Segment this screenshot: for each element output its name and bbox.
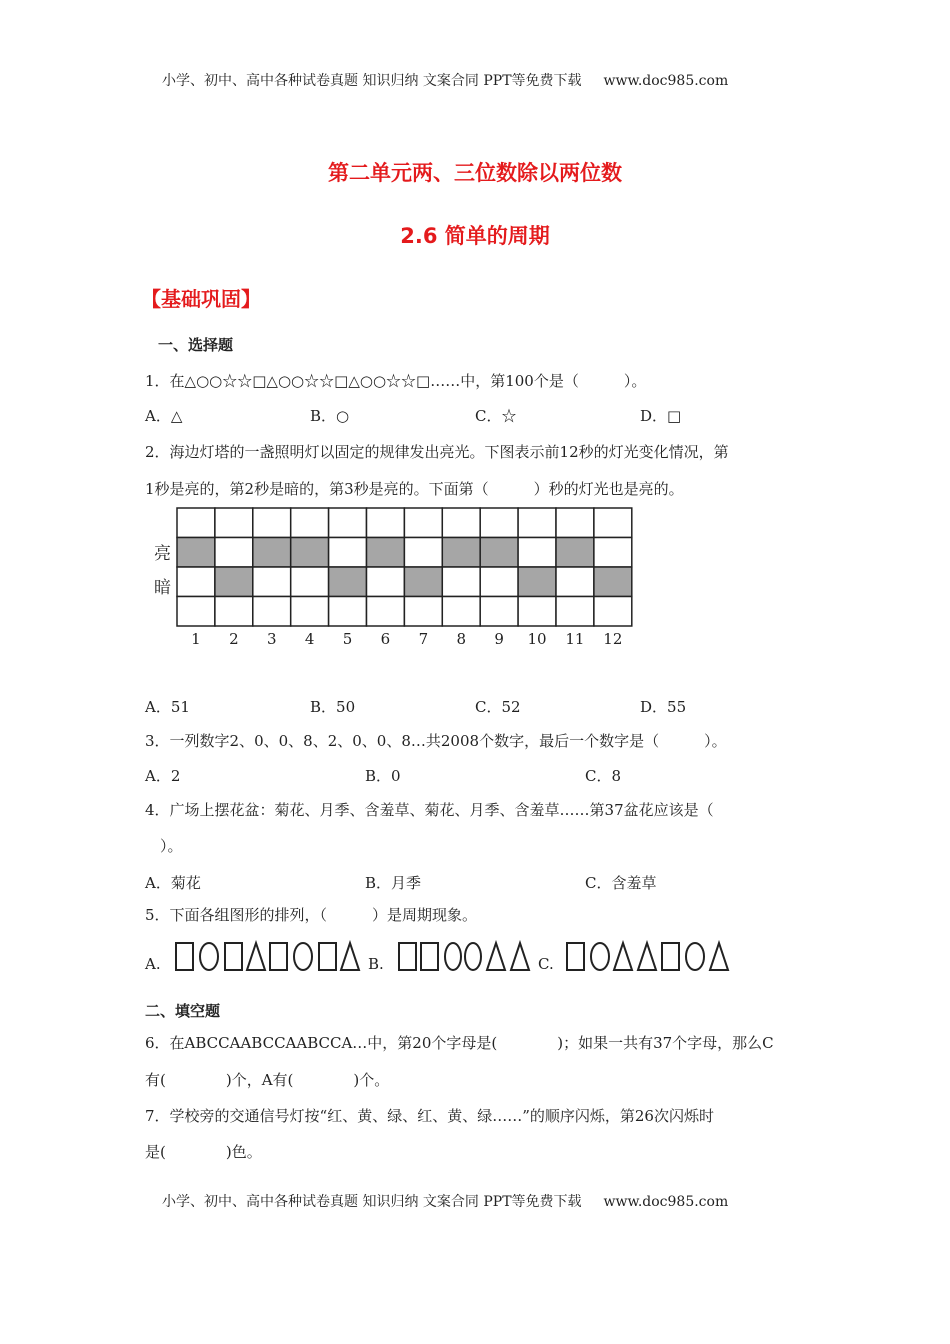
q1-option-b: B．○	[310, 407, 350, 425]
question-1: 1．在△○○☆☆□△○○☆☆□△○○☆☆□……中，第100个是（ ）。	[145, 372, 647, 390]
grid-cell-empty	[518, 538, 556, 568]
grid-cell-bright-1	[177, 538, 215, 568]
question-5: 5．下面各组图形的排列，（ ）是周期现象。	[145, 906, 478, 924]
lesson-title: 2.6 简单的周期	[400, 224, 550, 248]
grid-cell-dark-5	[329, 567, 367, 597]
x-tick-label: 4	[304, 630, 315, 648]
q2-option-d: D．55	[640, 698, 687, 716]
question-2-line1: 2．海边灯塔的一盏照明灯以固定的规律发出亮光。下图表示前12秒的灯光变化情况，第	[145, 443, 729, 461]
question-7-line1: 7．学校旁的交通信号灯按“红、黄、绿、红、黄、绿……”的顺序闪烁，第26次闪烁时	[145, 1107, 714, 1125]
triangle-icon	[341, 943, 359, 970]
grid-cell-empty	[518, 597, 556, 627]
section-heading: 【基础巩固】	[141, 287, 261, 311]
grid-cell-empty	[480, 508, 518, 538]
x-tick-label: 7	[418, 630, 429, 648]
page-header	[162, 70, 728, 90]
grid-cell-empty	[177, 597, 215, 627]
q1-option-d: D．□	[640, 407, 682, 425]
triangle-icon	[614, 943, 632, 970]
square-icon	[176, 943, 193, 970]
q3-option-c: C．8	[585, 767, 622, 785]
q2-option-c: C．52	[475, 698, 521, 716]
q5-option-c-label: C.	[538, 955, 554, 973]
q5-option-c-shapes	[564, 938, 736, 976]
square-icon	[319, 943, 336, 970]
grid-cell-empty	[253, 508, 291, 538]
footer-site: www.doc985.com	[603, 1194, 729, 1210]
header-site: www.doc985.com	[603, 73, 729, 89]
grid-cell-empty	[291, 597, 329, 627]
grid-cell-empty	[253, 567, 291, 597]
q5-option-b-shapes	[396, 938, 542, 976]
grid-cell-empty	[404, 597, 442, 627]
q2-option-b: B．50	[310, 698, 356, 716]
q3-option-a: A．2	[145, 767, 181, 785]
grid-cell-empty	[367, 567, 405, 597]
grid-cell-empty	[404, 508, 442, 538]
x-tick-label: 1	[191, 630, 201, 648]
grid-cell-empty	[329, 597, 367, 627]
grid-cell-empty	[442, 508, 480, 538]
q4-option-b: B．月季	[365, 874, 422, 892]
grid-cell-empty	[442, 567, 480, 597]
grid-cell-empty	[329, 538, 367, 568]
circle-icon	[465, 943, 481, 970]
question-2-line2: 1秒是亮的，第2秒是暗的，第3秒是亮的。下面第（ ）秒的灯光也是亮的。	[145, 480, 684, 498]
row-label-dark: 暗	[154, 578, 171, 598]
grid-cell-empty	[253, 597, 291, 627]
q2-option-a: A．51	[145, 698, 190, 716]
lighthouse-grid	[150, 505, 650, 653]
square-icon	[270, 943, 287, 970]
q3-option-b: B．0	[365, 767, 401, 785]
question-7-line2: 是( )色。	[145, 1143, 262, 1161]
header-text: 小学、初中、高中各种试卷真题 知识归纳 文案合同 PPT等免费下载	[162, 73, 582, 89]
page-footer	[162, 1191, 728, 1211]
square-icon	[225, 943, 242, 970]
q4-option-a: A．菊花	[145, 874, 201, 892]
x-tick-label: 8	[456, 630, 467, 648]
grid-cell-dark-7	[404, 567, 442, 597]
lighthouse-grid-figure	[150, 505, 650, 657]
grid-cell-bright-4	[291, 538, 329, 568]
square-icon	[399, 943, 416, 970]
grid-cell-empty	[291, 508, 329, 538]
grid-cell-empty	[518, 508, 556, 538]
grid-cell-dark-2	[215, 567, 253, 597]
grid-cell-empty	[556, 567, 594, 597]
question-4-line2: ）。	[160, 837, 183, 855]
grid-cell-empty	[215, 538, 253, 568]
grid-cell-empty	[215, 508, 253, 538]
x-tick-label: 5	[342, 630, 353, 648]
grid-cell-dark-12	[594, 567, 632, 597]
row-label-bright: 亮	[154, 544, 171, 564]
q1-option-c: C．☆	[475, 407, 517, 425]
square-icon	[567, 943, 584, 970]
grid-cell-bright-9	[480, 538, 518, 568]
grid-cell-empty	[594, 508, 632, 538]
circle-icon	[200, 943, 218, 970]
x-tick-label: 2	[229, 630, 239, 648]
grid-cell-empty	[404, 538, 442, 568]
part1-heading: 一、选择题	[158, 336, 234, 354]
grid-cell-empty	[367, 508, 405, 538]
q5-option-a-label: A.	[145, 955, 161, 973]
circle-icon	[591, 943, 609, 970]
x-tick-label: 9	[494, 630, 504, 648]
circle-icon	[445, 943, 461, 970]
grid-cell-dark-10	[518, 567, 556, 597]
grid-cell-empty	[215, 597, 253, 627]
question-6-line1: 6．在ABCCAABCCAABCCA…中，第20个字母是( )；如果一共有37个字母，那么C	[145, 1034, 774, 1052]
square-icon	[421, 943, 438, 970]
question-6-line2: 有( )个，A有( )个。	[145, 1071, 390, 1089]
x-tick-label: 11	[565, 630, 585, 648]
grid-cell-empty	[329, 508, 367, 538]
q5-option-a-shapes	[173, 938, 363, 976]
square-icon	[662, 943, 679, 970]
x-tick-label: 3	[266, 630, 277, 648]
q4-option-c: C．含羞草	[585, 874, 657, 892]
question-3: 3．一列数字2、0、0、8、2、0、0、8…共2008个数字，最后一个数字是（ ）。	[145, 732, 727, 750]
circle-icon	[686, 943, 704, 970]
x-tick-label: 10	[527, 630, 547, 648]
unit-title: 第二单元两、三位数除以两位数	[328, 161, 622, 185]
grid-cell-bright-3	[253, 538, 291, 568]
grid-cell-empty	[556, 508, 594, 538]
grid-cell-empty	[177, 508, 215, 538]
grid-cell-empty	[594, 538, 632, 568]
q5-option-b-label: B.	[368, 955, 384, 973]
grid-cell-bright-8	[442, 538, 480, 568]
q1-option-a: A．△	[145, 407, 183, 425]
grid-cell-bright-6	[367, 538, 405, 568]
grid-cell-empty	[291, 567, 329, 597]
grid-cell-empty	[442, 597, 480, 627]
triangle-icon	[710, 943, 728, 970]
grid-cell-empty	[480, 567, 518, 597]
grid-cell-empty	[177, 567, 215, 597]
grid-cell-bright-11	[556, 538, 594, 568]
question-4-line1: 4．广场上摆花盆：菊花、月季、含羞草、菊花、月季、含羞草……第37盆花应该是（	[145, 801, 714, 819]
grid-cell-empty	[480, 597, 518, 627]
grid-cell-empty	[367, 597, 405, 627]
part2-heading: 二、填空题	[145, 1002, 221, 1020]
grid-cell-empty	[594, 597, 632, 627]
triangle-icon	[638, 943, 656, 970]
x-tick-label: 6	[380, 630, 391, 648]
footer-text: 小学、初中、高中各种试卷真题 知识归纳 文案合同 PPT等免费下载	[162, 1194, 582, 1210]
triangle-icon	[247, 943, 265, 970]
triangle-icon	[511, 943, 529, 970]
grid-cell-empty	[556, 597, 594, 627]
x-tick-label: 12	[603, 630, 623, 648]
circle-icon	[294, 943, 312, 970]
triangle-icon	[487, 943, 505, 970]
